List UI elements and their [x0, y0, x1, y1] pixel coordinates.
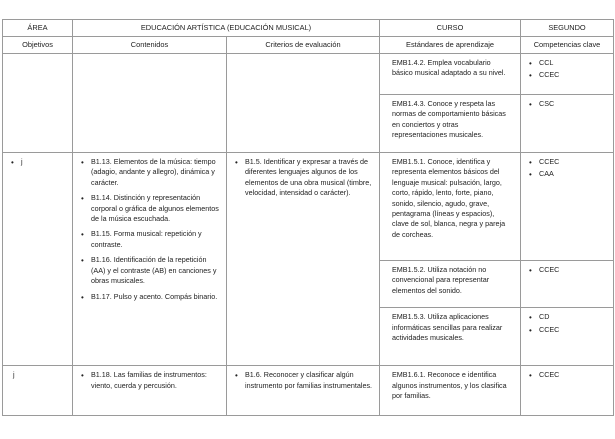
contenidos-cell	[73, 366, 227, 416]
standard-text: EMB1.5.2. Utiliza notación no convencional para representar elementos del sonido.	[392, 264, 490, 295]
criterios-header: Criterios de evaluación	[227, 37, 380, 54]
competencia-item: • CCEC	[527, 157, 608, 167]
objetivos-header: Objetivos	[3, 37, 73, 54]
criterios-cell	[227, 152, 380, 365]
curso-header: CURSO	[380, 20, 521, 37]
table-row	[3, 152, 614, 260]
standard-text: EMB1.4.3. Conoce y respeta las normas de comportamiento básicas en conciertos y otras representaciones musicales.	[392, 99, 506, 140]
standard-text: EMB1.4.2. Emplea vocabulario básico musical adaptado a su nivel.	[392, 58, 506, 78]
competencia-item: • CSC	[527, 99, 608, 109]
table-row	[3, 366, 614, 416]
competencia-item: • CCEC	[527, 370, 608, 380]
contenidos-cell	[73, 152, 227, 365]
criterios-cell	[227, 366, 380, 416]
curriculum-table	[2, 19, 614, 416]
competencias-cell	[521, 366, 614, 416]
objetivos-cell	[3, 54, 73, 153]
competencia-item: • CCEC	[527, 325, 608, 335]
contenidos-header: Contenidos	[73, 37, 227, 54]
competencias-cell	[521, 54, 614, 95]
standard-cell	[380, 366, 521, 416]
standard-cell	[380, 308, 521, 366]
competencia-item: • CCEC	[527, 265, 608, 275]
criterio-item: • B1.6. Reconocer y clasificar algún instrumento por familias instrumentales.	[233, 370, 374, 391]
contenido-item: • B1.14. Distinción y representación corporal o gráfica de algunos elementos de la música escuchada.	[79, 193, 221, 224]
standard-text: EMB1.6.1. Reconoce e identifica algunos instrumentos, y los clasifica por familias.	[392, 370, 507, 400]
standard-cell	[380, 54, 521, 95]
table-row	[3, 54, 614, 95]
standard-cell	[380, 152, 521, 260]
competencia-item: • CCL	[527, 58, 608, 68]
header-row-1	[3, 20, 614, 37]
contenidos-cell	[73, 54, 227, 153]
contenido-item: • B1.18. Las familias de instrumentos: viento, cuerda y percusión.	[79, 370, 221, 391]
objetivo-item: • j	[9, 157, 67, 167]
standard-cell	[380, 95, 521, 153]
header-row-2	[3, 37, 614, 54]
competencia-item: • CAA	[527, 169, 608, 179]
estandares-header: Estándares de aprendizaje	[380, 37, 521, 54]
competencia-item: • CD	[527, 312, 608, 322]
competencias-cell	[521, 260, 614, 307]
competencias-cell	[521, 152, 614, 260]
competencias-cell	[521, 308, 614, 366]
segundo-header: SEGUNDO	[521, 20, 614, 37]
contenido-item: • B1.13. Elementos de la música: tiempo (adagio, andante y allegro), dinámica y carácter.	[79, 157, 221, 188]
standard-cell	[380, 260, 521, 307]
contenido-item: • B1.15. Forma musical: repetición y contraste.	[79, 229, 221, 250]
standard-text: EMB1.5.1. Conoce, identifica y representa elementos básicos del lenguaje musical: pulsación, largo, corto, rápido, lento, forte, piano, sonido, silencio, agudo, grave, pentagrama (líneas y espacios), clave de sol, blanca, negra y pareja de corcheas.	[392, 156, 506, 239]
standard-text: EMB1.5.3. Utiliza aplicaciones informáticas sencillas para realizar actividades musicales.	[392, 312, 503, 342]
criterio-item: • B1.5. Identificar y expresar a través de diferentes lenguajes algunos de los elementos de una obra musical (timbre, velocidad, intensidad o carácter).	[233, 157, 374, 199]
objetivos-cell	[3, 366, 73, 416]
contenido-item: • B1.17. Pulso y acento. Compás binario.	[79, 292, 221, 302]
area-header: ÁREA	[3, 20, 73, 37]
criterios-cell	[227, 54, 380, 153]
contenido-item: • B1.16. Identificación de la repetición (AA) y el contraste (AB) en canciones y obras musicales.	[79, 255, 221, 286]
competencia-item: • CCEC	[527, 70, 608, 80]
competencias-cell	[521, 95, 614, 153]
subject-header: EDUCACIÓN ARTÍSTICA (EDUCACIÓN MUSICAL)	[73, 20, 380, 37]
objetivo-item: j	[13, 370, 15, 380]
competencias-header: Competencias clave	[521, 37, 614, 54]
objetivos-cell	[3, 152, 73, 365]
